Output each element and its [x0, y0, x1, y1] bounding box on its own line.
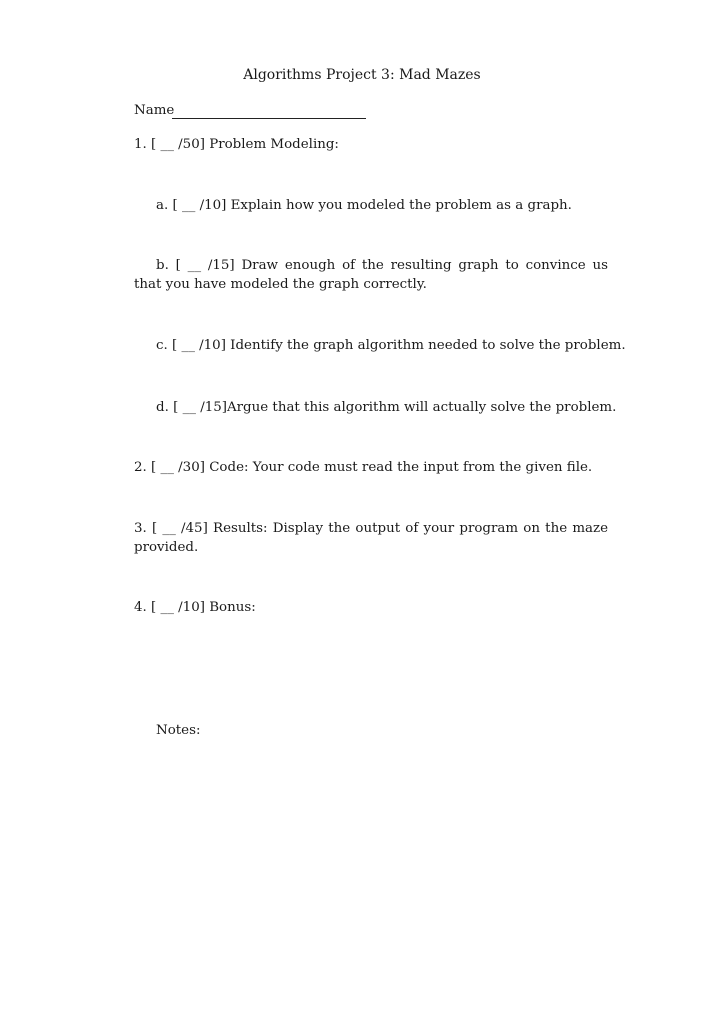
name-label: Name: [134, 103, 175, 118]
notes-label: Notes:: [156, 723, 201, 738]
question-2: 2. [ __ /30] Code: Your code must read the input from the given file.: [134, 460, 593, 475]
question-1d: d. [ __ /15]Argue that this algorithm will actually solve the problem.: [156, 400, 617, 415]
question-3: 3. [ __ /45] Results: Display the output of your program on the maze provided.: [134, 521, 608, 555]
name-blank-line: [172, 118, 366, 119]
document-title: Algorithms Project 3: Mad Mazes: [243, 67, 481, 83]
question-1: 1. [ __ /50] Problem Modeling:: [134, 137, 339, 152]
question-4: 4. [ __ /10] Bonus:: [134, 600, 256, 615]
question-1c: c. [ __ /10] Identify the graph algorithm needed to solve the problem.: [156, 338, 626, 353]
question-1a: a. [ __ /10] Explain how you modeled the problem as a graph.: [156, 198, 572, 213]
question-1b: b. [ __ /15] Draw enough of the resulting graph to convince us that you have modeled the graph correctly.: [134, 258, 608, 292]
